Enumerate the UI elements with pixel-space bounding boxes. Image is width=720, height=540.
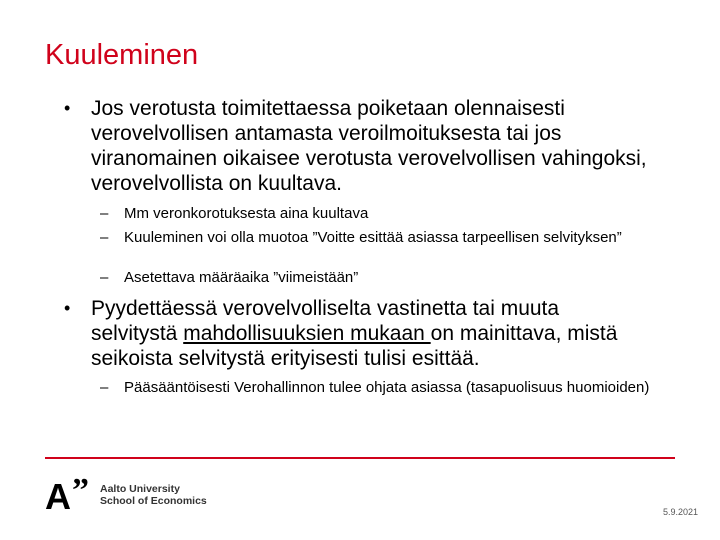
- logo-text: [100, 483, 207, 507]
- logo-quote: ”: [72, 472, 89, 509]
- sub-marker: –: [100, 379, 109, 396]
- bullet-2-text-before: Pyydettäessä verovelvolliselta vastinetta tai muuta selvitystä: [91, 297, 560, 345]
- sub-marker: –: [100, 205, 109, 222]
- logo-letter: A: [45, 476, 71, 517]
- bullet-2-text-after: on mainittava, mistä seikoista selvitystä erityisesti tulisi esittää.: [91, 322, 618, 370]
- sub-marker: –: [100, 269, 109, 286]
- subitem-1-2: [100, 228, 634, 248]
- bullet-marker: •: [64, 98, 71, 118]
- bullet-marker: •: [64, 298, 71, 318]
- footer-divider: [45, 457, 675, 459]
- slide-title: Kuuleminen: [45, 39, 199, 71]
- logo-line-2: School of Economics: [100, 495, 207, 507]
- bullet-1-text: Jos verotusta toimitettaessa poiketaan olennaisesti verovelvollisen antamasta veroilmoituksesta tai jos viranomainen oikaisee verotusta verovelvollisen vahingoksi, verovelvollista on kuultava.: [91, 97, 647, 195]
- subitem-2-1: [100, 378, 664, 398]
- slide-date: 5.9.2021: [662, 507, 698, 517]
- bullet-2: [64, 296, 651, 371]
- subitem-1-3-text: Asetettava määräaika ”viimeistään”: [124, 269, 359, 286]
- subitem-2-1-text: Pääsääntöisesti Verohallinnon tulee ohjata asiassa (tasapuolisuus huomioiden): [124, 379, 650, 396]
- subitem-1-3: [100, 268, 684, 288]
- logo-line-1: Aalto University: [100, 483, 180, 495]
- bullet-2-text-underlined: mahdollisuuksien mukaan: [183, 322, 431, 345]
- subitem-1-1: [100, 204, 684, 224]
- bullet-1: [64, 96, 681, 196]
- subitem-1-1-text: Mm veronkorotuksesta aina kuultava: [124, 205, 369, 222]
- subitem-1-2-text: Kuuleminen voi olla muotoa ”Voitte esittää asiassa tarpeellisen selvityksen”: [124, 229, 622, 246]
- sub-marker: –: [100, 229, 109, 246]
